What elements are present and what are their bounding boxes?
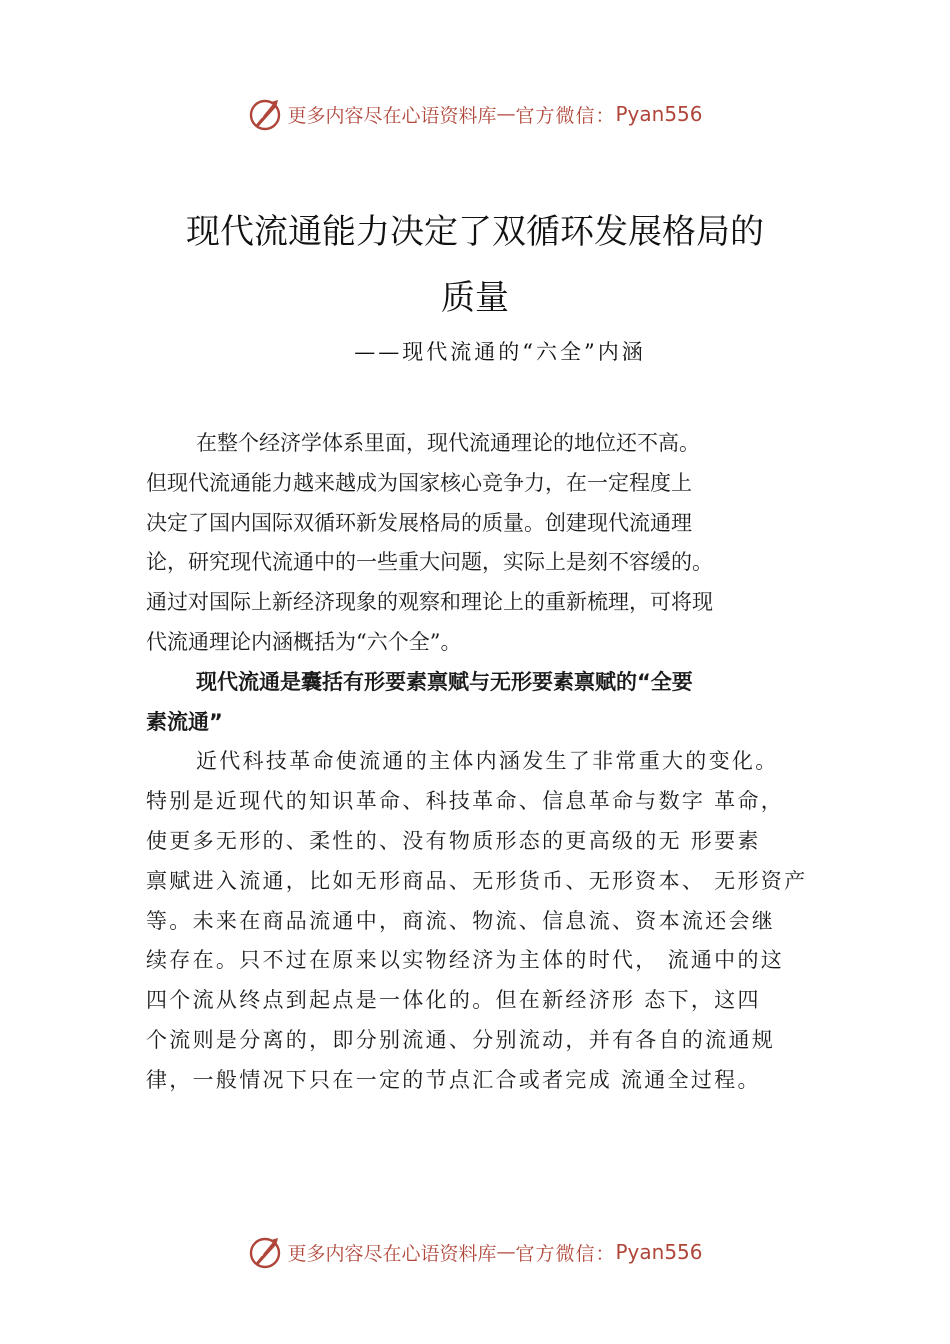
document-title-line1: 现代流通能力决定了双循环发展格局的 xyxy=(186,212,764,252)
banner-wechat-label: 官方微信： xyxy=(515,104,616,127)
banner-separator: — xyxy=(496,103,516,125)
banner-brand: 更多内容尽在心语资料库 xyxy=(287,1242,497,1265)
text-line: 代流通理论内涵概括为“六个全”。 xyxy=(146,629,462,654)
pen-quill-logo-icon xyxy=(247,1234,283,1270)
text-line: 等。未来在商品流通中，商流、物流、信息流、资本流还会继 xyxy=(146,908,776,933)
document-body xyxy=(146,424,846,1101)
intro-paragraph xyxy=(146,424,846,663)
text-line: 使更多无形的、柔性的、没有物质形态的更高级的无 形要素 xyxy=(146,828,761,853)
text-line: 论，研究现代流通中的一些重大问题，实际上是刻不容缓的。 xyxy=(146,550,713,575)
text-line: 近代科技革命使流通的主体内涵发生了非常重大的变化。 xyxy=(196,749,779,774)
text-line: 通过对国际上新经济现象的观察和理论上的重新梳理，可将现 xyxy=(146,590,713,615)
text-line: 四个流从终点到起点是一体化的。但在新经济形 态下，这四 xyxy=(146,988,761,1013)
document-title-line2: 质量 xyxy=(441,278,509,318)
section-heading xyxy=(146,663,846,743)
heading-line: 现代流通是囊括有形要素禀赋与无形要素禀赋的“全要 xyxy=(196,669,693,694)
section-paragraph xyxy=(146,742,846,1100)
text-line: 决定了国内国际双循环新发展格局的质量。创建现代流通理 xyxy=(146,510,692,535)
banner-wechat-label: 官方微信： xyxy=(515,1242,616,1265)
banner-wechat-id: Pyan556 xyxy=(615,1240,703,1264)
text-line: 在整个经济学体系里面，现代流通理论的地位还不高。 xyxy=(196,431,700,455)
banner-brand: 更多内容尽在心语资料库 xyxy=(287,104,497,127)
document-subtitle: ——现代流通的“六全”内涵 xyxy=(354,340,646,364)
text-line: 但现代流通能力越来越成为国家核心竞争力，在一定程度上 xyxy=(146,470,692,495)
footer-banner xyxy=(0,1232,950,1272)
text-line: 续存在。只不过在原来以实物经济为主体的时代， 流通中的这 xyxy=(146,948,785,973)
text-line: 特别是近现代的知识革命、科技革命、信息革命与数字 革命， xyxy=(146,789,785,814)
pen-quill-logo-icon xyxy=(247,96,283,132)
text-line: 律，一般情况下只在一定的节点汇合或者完成 流通全过程。 xyxy=(146,1067,761,1092)
heading-line: 素流通” xyxy=(146,709,223,734)
text-line: 个流则是分离的，即分别流通、分别流动，并有各自的流通规 xyxy=(146,1027,776,1052)
header-banner xyxy=(0,94,950,134)
text-line: 禀赋进入流通，比如无形商品、无形货币、无形资本、 无形资产 xyxy=(146,868,808,893)
banner-wechat-id: Pyan556 xyxy=(615,102,703,126)
banner-separator: — xyxy=(496,1241,516,1263)
